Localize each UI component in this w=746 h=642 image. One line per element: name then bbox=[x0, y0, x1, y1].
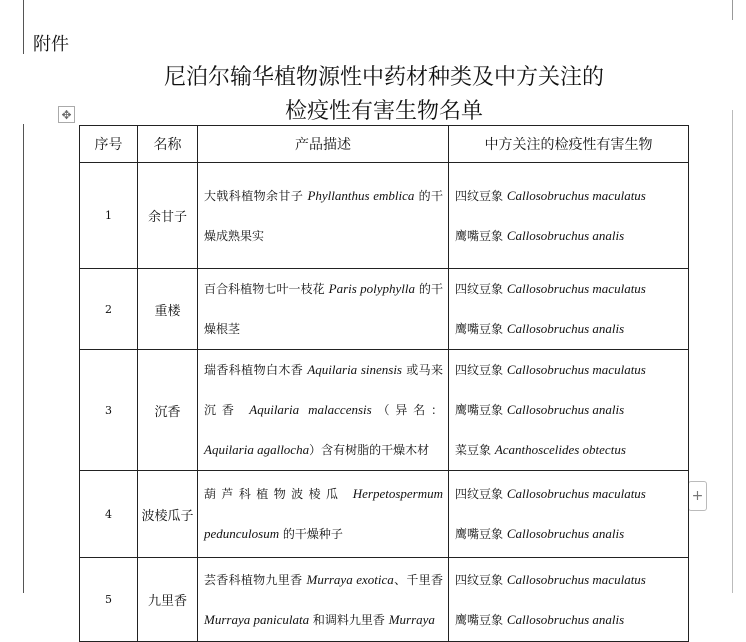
row-name: 余甘子 bbox=[138, 163, 198, 269]
margin-guide-top bbox=[23, 0, 24, 54]
row-name: 重楼 bbox=[138, 269, 198, 350]
row-desc: 大戟科植物余甘子 Phyllanthus emblica 的干燥成熟果实 bbox=[198, 163, 449, 269]
pest-item: 鹰嘴豆象 Callosobruchus analis bbox=[455, 526, 625, 541]
header-desc: 产品描述 bbox=[198, 126, 449, 163]
table-row bbox=[80, 163, 689, 269]
row-desc: 瑞香科植物白木香 Aquilaria sinensis 或马来沉香 Aquilaria malaccensis（异名：Aquilaria agallocha）含有树脂的干燥木材 bbox=[198, 350, 449, 471]
row-no: 4 bbox=[80, 471, 138, 558]
row-name: 九里香 bbox=[138, 558, 198, 642]
header-pests: 中方关注的检疫性有害生物 bbox=[449, 126, 689, 163]
pest-item: 鹰嘴豆象 Callosobruchus analis bbox=[455, 227, 625, 243]
pest-item: 鹰嘴豆象 Callosobruchus analis bbox=[455, 402, 625, 417]
row-pests bbox=[449, 558, 689, 642]
pest-item: 菜豆象 Acanthoscelides obtectus bbox=[455, 442, 626, 457]
document-title-line-2: 检疫性有害生物名单 bbox=[284, 99, 483, 124]
table-move-handle-icon[interactable]: ✥ bbox=[58, 106, 75, 123]
species-table bbox=[79, 125, 689, 642]
pest-item: 四纹豆象 Callosobruchus maculatus bbox=[455, 187, 646, 203]
row-pests bbox=[449, 471, 689, 558]
add-column-icon[interactable]: + bbox=[688, 481, 707, 511]
header-name: 名称 bbox=[138, 126, 198, 163]
pest-item: 四纹豆象 Callosobruchus maculatus bbox=[455, 486, 646, 501]
pest-item: 四纹豆象 Callosobruchus maculatus bbox=[455, 571, 646, 587]
pest-item: 四纹豆象 Callosobruchus maculatus bbox=[455, 281, 646, 296]
margin-guide-right bbox=[732, 110, 733, 593]
document-title-line-1: 尼泊尔输华植物源性中药材种类及中方关注的 bbox=[163, 65, 604, 90]
row-name: 波棱瓜子 bbox=[138, 471, 198, 558]
row-no: 5 bbox=[80, 558, 138, 642]
table-row bbox=[80, 269, 689, 350]
pest-item: 四纹豆象 Callosobruchus maculatus bbox=[455, 362, 646, 377]
row-pests bbox=[449, 269, 689, 350]
margin-guide-left bbox=[23, 124, 24, 593]
row-desc: 芸香科植物九里香 Murraya exotica、千里香 Murraya paniculata 和调料九里香 Murraya bbox=[198, 558, 449, 642]
pest-item: 鹰嘴豆象 Callosobruchus analis bbox=[455, 321, 625, 336]
row-no: 3 bbox=[80, 350, 138, 471]
table-row bbox=[80, 471, 689, 558]
pest-item: 鹰嘴豆象 Callosobruchus analis bbox=[455, 611, 625, 627]
table-row bbox=[80, 350, 689, 471]
row-desc: 百合科植物七叶一枝花 Paris polyphylla 的干燥根茎 bbox=[198, 269, 449, 350]
header-no: 序号 bbox=[80, 126, 138, 163]
table-header-row bbox=[80, 126, 689, 163]
row-desc: 葫芦科植物波棱瓜 Herpetospermum pedunculosum 的干燥种子 bbox=[198, 471, 449, 558]
margin-guide-right-top bbox=[732, 0, 733, 20]
row-no: 2 bbox=[80, 269, 138, 350]
table-row bbox=[80, 558, 689, 642]
row-pests bbox=[449, 350, 689, 471]
row-no: 1 bbox=[80, 163, 138, 269]
attachment-label: 附件 bbox=[33, 34, 69, 55]
row-pests bbox=[449, 163, 689, 269]
row-name: 沉香 bbox=[138, 350, 198, 471]
